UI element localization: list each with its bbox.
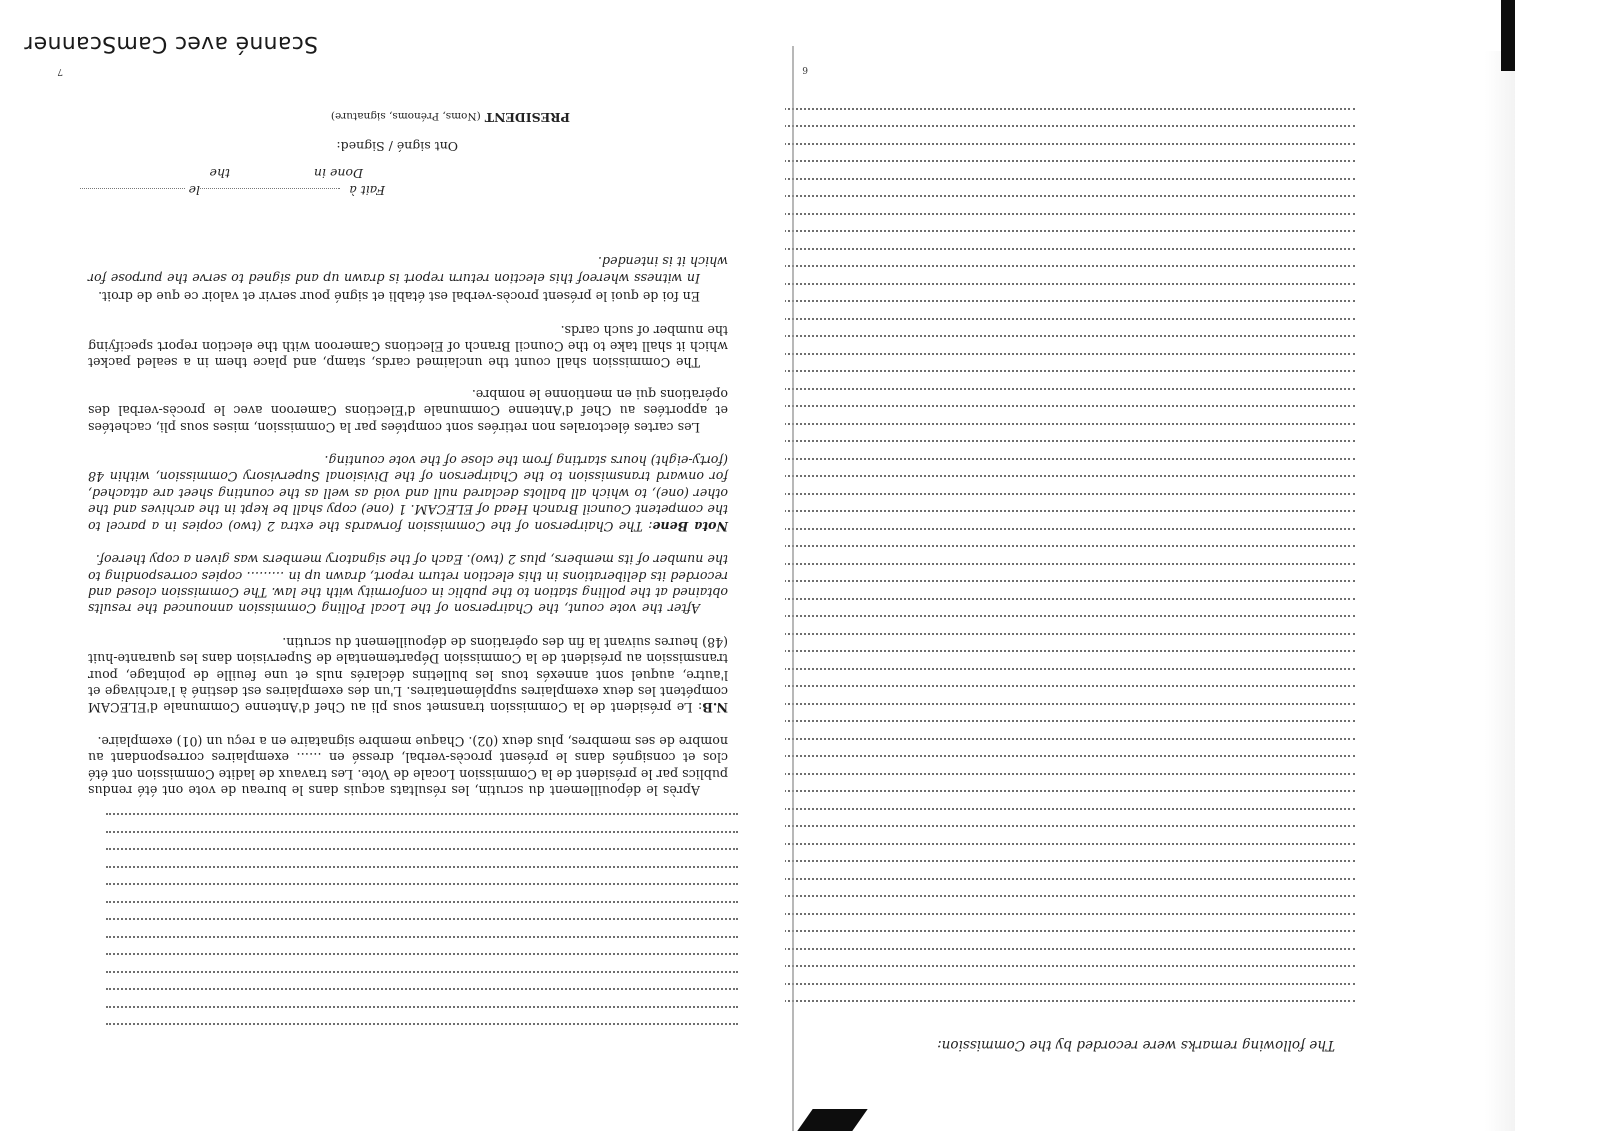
president-hint: (Noms, Prénoms, signature)	[330, 110, 481, 122]
dotted-line	[740, 178, 1355, 196]
nota-bene-text: : The Chairperson of the Commission forwards the extra 2 (two) copies in a parcel to the competent Council Branch Head of ELECAM. 1 (one) copy shall be kept in the archives and the other (one), to which all ballots declared null and void as well as the counting sheet are attached, for onward transmission to the Chairperson of the Divisional Supervisory Commission, within 48 (forty-eight) hours starting from the close of the vote counting.	[88, 453, 728, 534]
paragraph-fr-results: Après le dépouillement du scrutin, les résultats acquis dans le bureau de vote ont été rendus publics par le président de la Commission Locale de Vote. Les travaux de ladite Commission ont été clos et consignés dans le présent procès-verbal, dressé en …… exemplaires correspondant au nombre de ses membres, plus deux (02). Chaque membre signataire en a reçu un (01) exemplaire.	[88, 733, 728, 798]
nota-bene-label: Nota Bene	[652, 518, 728, 534]
paragraph-en-nota	[88, 452, 728, 534]
dotted-line	[740, 476, 1355, 494]
dotted-line	[740, 196, 1355, 214]
le-label: le	[188, 183, 200, 198]
dotted-line	[740, 756, 1355, 774]
dotted-line	[740, 231, 1355, 249]
paragraph-fr-witness: En foi de quoi le présent procès-verbal est établi et signé pour servir et valoir ce que de droit.	[98, 289, 700, 305]
dotted-line	[740, 721, 1355, 739]
dotted-line	[740, 598, 1355, 616]
dotted-line	[740, 161, 1355, 179]
paragraph-en-witness: In witness whereof this election return report is drawn up and signed to serve the purpose for which it is intended.	[88, 254, 728, 286]
dotted-line	[740, 686, 1355, 704]
dotted-line	[740, 213, 1355, 231]
dotted-line	[740, 406, 1355, 424]
dotted-line	[106, 936, 738, 954]
dotted-line	[106, 1006, 738, 1024]
dotted-line	[740, 983, 1355, 1001]
dotted-line	[740, 738, 1355, 756]
dotted-line	[740, 126, 1355, 144]
dotted-line	[740, 563, 1355, 581]
dotted-line	[106, 901, 738, 919]
remarks-dotted-lines	[740, 108, 1355, 1018]
dotted-line	[740, 633, 1355, 651]
dotted-line	[106, 849, 738, 867]
dotted-line	[740, 336, 1355, 354]
dotted-line	[740, 143, 1355, 161]
book-spine	[792, 46, 794, 1131]
dotted-line	[740, 108, 1355, 126]
dotted-line	[740, 511, 1355, 529]
dotted-line	[106, 954, 738, 972]
dotted-line	[740, 843, 1355, 861]
dotted-line	[106, 989, 738, 1007]
dotted-line	[106, 831, 738, 849]
dotted-line	[740, 616, 1355, 634]
fait-a-field[interactable]	[200, 188, 340, 189]
dotted-line	[106, 866, 738, 884]
nb-text: : Le président de la Commission transmet sous pli au Chef d'Antenne Communale d'ELECAM compétent les deux exemplaires supplémentaires. L'un des exemplaires est destiné à l'archivage et l'autre, auquel sont annexés tous les bulletins déclarés nuls et une feuille de pointage, pour transmission au président de la Commission Départementale de Supervision dans les quarante-huit (48) heures suivant la fin des opérations de dépouillement du scrutin.	[88, 634, 728, 716]
signed-label: Ont signé / Signed:	[336, 139, 458, 154]
dotted-line	[740, 388, 1355, 406]
dotted-line	[740, 301, 1355, 319]
nb-label: N.B	[702, 700, 728, 716]
dotted-line	[740, 1001, 1355, 1019]
scan-shadow-edge	[1501, 0, 1515, 71]
dotted-line	[740, 423, 1355, 441]
declaration-text	[88, 236, 728, 798]
fait-a-label: Fait à	[349, 183, 385, 198]
dotted-line	[740, 948, 1355, 966]
dotted-line	[740, 668, 1355, 686]
paragraph-fr-cards: Les cartes électorales non retirées sont comptées par la Commission, mises sous pli, cachetées et apportées au Chef d'Antenne Communale d'Elections Cameroon avec le procès-verbal des opérations qui en mentionne le nombre.	[88, 386, 728, 435]
paragraph-en-cards: The Commission shall count the unclaimed cards, stamp, and place them in a sealed packet which it shall take to the Council Branch of Elections Cameroon with the election report specifying the number of such cards.	[88, 322, 728, 371]
paragraph-fr-nb	[88, 633, 728, 715]
remarks-heading: The following remarks were recorded by the Commission:	[937, 1037, 1335, 1053]
dotted-line	[740, 773, 1355, 791]
dotted-line	[740, 283, 1355, 301]
remarks-page	[802, 51, 1515, 1131]
dotted-line	[740, 703, 1355, 721]
dotted-line	[740, 651, 1355, 669]
president-signature	[331, 110, 570, 125]
dotted-line	[740, 966, 1355, 984]
dotted-line	[740, 931, 1355, 949]
dotted-line	[740, 808, 1355, 826]
extra-dotted-lines	[106, 814, 738, 1042]
president-label: PRESIDENT	[484, 110, 570, 125]
paragraph-en-results: After the vote count, the Chairperson of the Local Polling Commission announced the results obtained at the polling station to the public in conformity with the law. The Commission closed and recorded its deliberations in this election return report, drawn up in ……… copies corresponding to the number of its members, plus 2 (two). Each of the signatory members was given a copy thereof.	[88, 552, 728, 617]
dotted-line	[740, 896, 1355, 914]
dotted-line	[740, 266, 1355, 284]
dotted-line	[740, 353, 1355, 371]
dotted-line	[740, 528, 1355, 546]
dotted-line	[740, 371, 1355, 389]
dotted-line	[106, 919, 738, 937]
dotted-line	[740, 878, 1355, 896]
done-in-label: Done in	[313, 166, 363, 181]
dotted-line	[740, 581, 1355, 599]
dotted-line	[740, 913, 1355, 931]
dotted-line	[740, 791, 1355, 809]
dotted-line	[106, 971, 738, 989]
dotted-line	[106, 884, 738, 902]
dotted-line	[740, 826, 1355, 844]
page-number: 6	[802, 64, 808, 74]
dotted-line	[740, 318, 1355, 336]
dotted-line	[740, 493, 1355, 511]
page-number: 7	[57, 66, 63, 76]
dotted-line	[740, 248, 1355, 266]
date-field[interactable]	[80, 188, 185, 189]
dotted-line	[740, 546, 1355, 564]
dotted-line	[106, 814, 738, 832]
camscanner-watermark: Scanné avec CamScanner	[24, 31, 318, 56]
dotted-line	[106, 1024, 738, 1042]
dotted-line	[740, 441, 1355, 459]
dotted-line	[740, 861, 1355, 879]
the-label: the	[209, 166, 230, 181]
dotted-line	[740, 458, 1355, 476]
